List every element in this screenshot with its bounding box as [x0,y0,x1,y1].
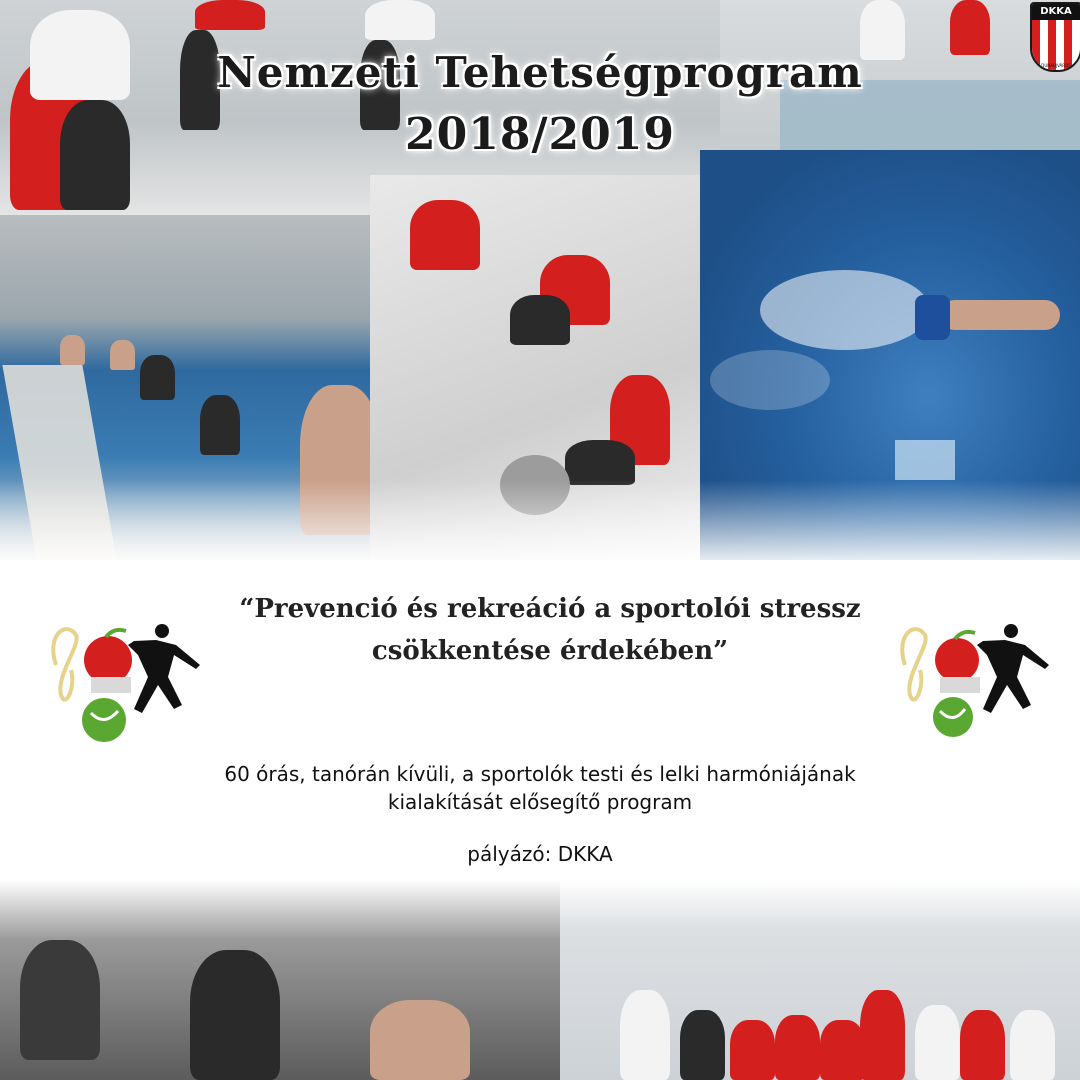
photo-team-group [560,880,1080,1080]
quote-line-1: “Prevenció és rekreáció a sportolói stressz [239,594,861,624]
program-quote [200,588,900,672]
description-line-1: 60 órás, tanórán kívüli, a sportolók testi és lelki harmóniájának [224,762,856,786]
club-logo-subtext: DUNAÚJVÁROS [1041,63,1071,68]
program-description [140,760,940,816]
title-line-1: Nemzeti Tehetségprogram [217,48,863,97]
quote-line-2: csökkentése érdekében” [371,636,729,666]
photo-relaxation-room [0,880,560,1080]
photo-fade [0,480,1080,570]
description-line-2: kialakítását elősegítő program [387,790,693,814]
emblem-icon-right [885,615,1055,745]
applicant-text: pályázó: DKKA [467,842,613,866]
club-logo [1030,2,1080,72]
page-title [0,42,1080,166]
title-year: 2018/2019 [405,109,675,160]
emblem-icon-left [36,615,206,745]
club-logo-abbr: DKKA [1032,4,1080,20]
